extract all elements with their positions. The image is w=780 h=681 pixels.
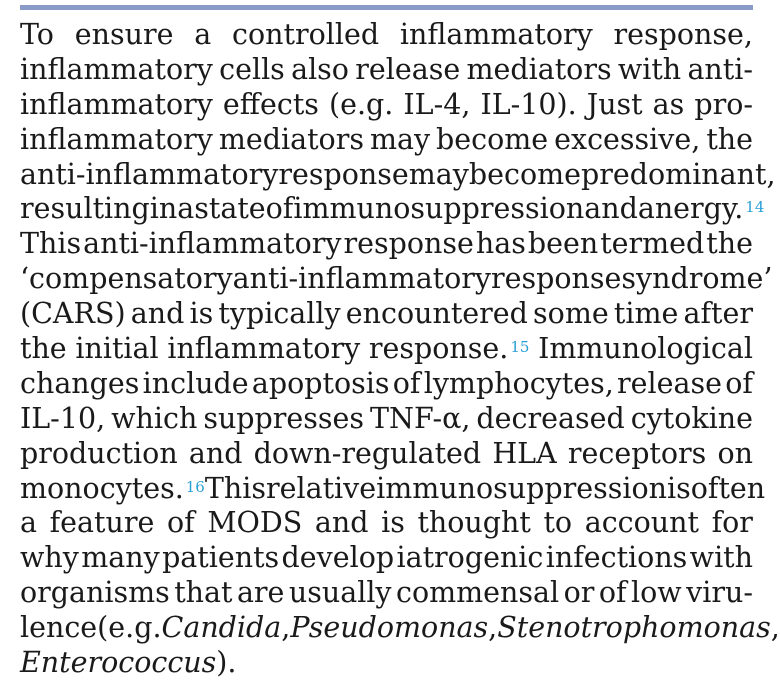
- word: also: [291, 52, 349, 86]
- word: feature: [49, 506, 155, 540]
- reference-citation[interactable]: 14: [745, 198, 765, 217]
- word: organisms: [20, 576, 170, 610]
- text-line: [20, 506, 753, 541]
- word: is: [189, 297, 214, 331]
- word: is: [381, 506, 405, 540]
- word: anergy. $^{14}$: [637, 192, 765, 226]
- word: a: [20, 506, 37, 540]
- word: initial: [75, 332, 159, 366]
- word: response: [343, 227, 474, 261]
- word: IL-4,: [403, 87, 471, 121]
- word: Enterococcus).: [20, 646, 237, 680]
- word: in: [149, 192, 178, 226]
- word: apoptosis: [251, 366, 390, 400]
- reference-citation[interactable]: 15: [510, 338, 530, 357]
- word: immunosuppression: [376, 471, 667, 505]
- word: inflammatory: [20, 87, 213, 121]
- word: predominant,: [581, 157, 776, 191]
- word: Stenotrophomonas,: [497, 611, 780, 645]
- word: which: [111, 401, 198, 435]
- word: release: [355, 52, 461, 86]
- word: receptors: [567, 436, 707, 470]
- text-line: [20, 367, 753, 402]
- text-line: [20, 18, 753, 53]
- word: This: [20, 227, 82, 261]
- word: (e.g.: [328, 87, 394, 121]
- word: become: [468, 157, 582, 191]
- word: mediators: [466, 52, 612, 86]
- word: the: [20, 332, 67, 366]
- word: with: [617, 52, 682, 86]
- word: IL-10).: [480, 87, 577, 121]
- word: decreased: [476, 401, 625, 435]
- word: relative: [265, 471, 377, 505]
- text-line: [20, 227, 753, 262]
- word: encountered: [345, 297, 528, 331]
- text-line: [20, 402, 753, 437]
- word: Candida,: [161, 611, 291, 645]
- word: typically: [218, 297, 341, 331]
- word: anti-inflammatory: [20, 157, 279, 191]
- word: is: [666, 471, 691, 505]
- word: to: [543, 506, 573, 540]
- word: cells: [219, 52, 285, 86]
- word: inflammatory: [20, 52, 213, 86]
- word: been: [527, 227, 599, 261]
- word: Just: [586, 87, 643, 121]
- word: syndrome’: [621, 262, 773, 296]
- reference-citation[interactable]: 16: [185, 477, 205, 496]
- word: low: [631, 576, 682, 610]
- word: lymphocytes,: [423, 366, 614, 400]
- word: state: [194, 192, 266, 226]
- word: on: [717, 436, 753, 470]
- word: suppresses: [203, 401, 365, 435]
- word: response,: [613, 18, 753, 51]
- word: develop: [281, 541, 395, 575]
- text-line: [20, 88, 753, 123]
- text-line: [20, 611, 780, 646]
- word: anti-inflammatory: [83, 227, 342, 261]
- text-line: [20, 123, 753, 158]
- word: iatrogenic: [396, 541, 544, 575]
- word: the: [706, 227, 753, 261]
- word: response. $^{15}$: [368, 332, 530, 366]
- word: anti-inflammatory: [232, 262, 492, 296]
- word: HLA: [492, 436, 557, 470]
- word: thought: [417, 506, 531, 540]
- text-line: [20, 157, 776, 193]
- word: inflammatory: [399, 18, 593, 51]
- word: of: [392, 366, 421, 400]
- word: of: [265, 192, 294, 226]
- text-line: [20, 576, 753, 611]
- text-line: [20, 297, 753, 332]
- text-line: [20, 332, 753, 367]
- word: that: [174, 576, 233, 610]
- word: some: [533, 297, 609, 331]
- word: controlled: [232, 18, 380, 51]
- word: mediators: [218, 122, 364, 156]
- word: of: [598, 576, 627, 610]
- word: TNF-α,: [370, 401, 471, 435]
- word: resulting: [20, 192, 150, 226]
- body-paragraph: [20, 18, 780, 681]
- word: may: [369, 122, 431, 156]
- word: include: [142, 366, 249, 400]
- word: excessive,: [554, 122, 701, 156]
- word: This: [204, 471, 266, 505]
- word: Pseudomonas,: [290, 611, 498, 645]
- word: inflammatory: [20, 122, 213, 156]
- word: many: [81, 541, 160, 575]
- word: may: [408, 157, 469, 191]
- word: infections: [545, 541, 688, 575]
- word: has: [475, 227, 526, 261]
- word: the: [706, 122, 753, 156]
- word: or: [563, 576, 595, 610]
- word: MODS: [207, 506, 303, 540]
- word: of: [166, 506, 195, 540]
- word: and: [584, 192, 638, 226]
- word: after: [683, 297, 753, 331]
- word: and: [130, 297, 185, 331]
- text-line: [20, 437, 753, 472]
- word: become: [436, 122, 549, 156]
- word: time: [613, 297, 679, 331]
- word: ensure: [74, 18, 174, 51]
- word: and: [188, 436, 243, 470]
- top-rule: [20, 5, 753, 10]
- word: (e.g.: [97, 611, 162, 645]
- word: commensal: [396, 576, 560, 610]
- text-line: [20, 53, 753, 88]
- word: a: [177, 192, 195, 226]
- word: release: [617, 366, 722, 400]
- text-line: [20, 471, 766, 507]
- word: of: [725, 366, 753, 400]
- word: Immunological: [538, 332, 753, 366]
- word: termed: [600, 227, 705, 261]
- word: lence: [20, 611, 98, 645]
- text-line: [20, 192, 765, 227]
- word: changes: [20, 366, 140, 400]
- word: effects: [222, 87, 319, 121]
- word: response: [491, 262, 622, 296]
- word: for: [711, 506, 753, 540]
- word: anti-: [687, 52, 753, 86]
- word: with: [689, 541, 753, 575]
- word: (CARS): [20, 297, 126, 331]
- word: response: [278, 157, 409, 191]
- word: pro-: [694, 87, 753, 121]
- word: and: [314, 506, 369, 540]
- word: To: [20, 18, 54, 51]
- word: are: [236, 576, 285, 610]
- word: production: [20, 436, 178, 470]
- text-line: [20, 262, 773, 297]
- text-line: [20, 646, 753, 681]
- text-line: [20, 541, 753, 576]
- word: patients: [162, 541, 280, 575]
- word: as: [652, 87, 685, 121]
- word: down-regulated: [253, 436, 482, 470]
- word: immunosuppression: [293, 192, 585, 226]
- word: usually: [288, 576, 392, 610]
- word: inflammatory: [167, 332, 361, 366]
- word: viru-: [686, 576, 753, 610]
- word: ‘compensatory: [20, 262, 233, 296]
- word: cytokine: [630, 401, 753, 435]
- word: why: [20, 541, 79, 575]
- word: often: [690, 471, 766, 505]
- word: account: [584, 506, 699, 540]
- word: a: [194, 18, 212, 51]
- word: IL-10,: [20, 401, 106, 435]
- word: monocytes. $^{16}$: [20, 471, 205, 505]
